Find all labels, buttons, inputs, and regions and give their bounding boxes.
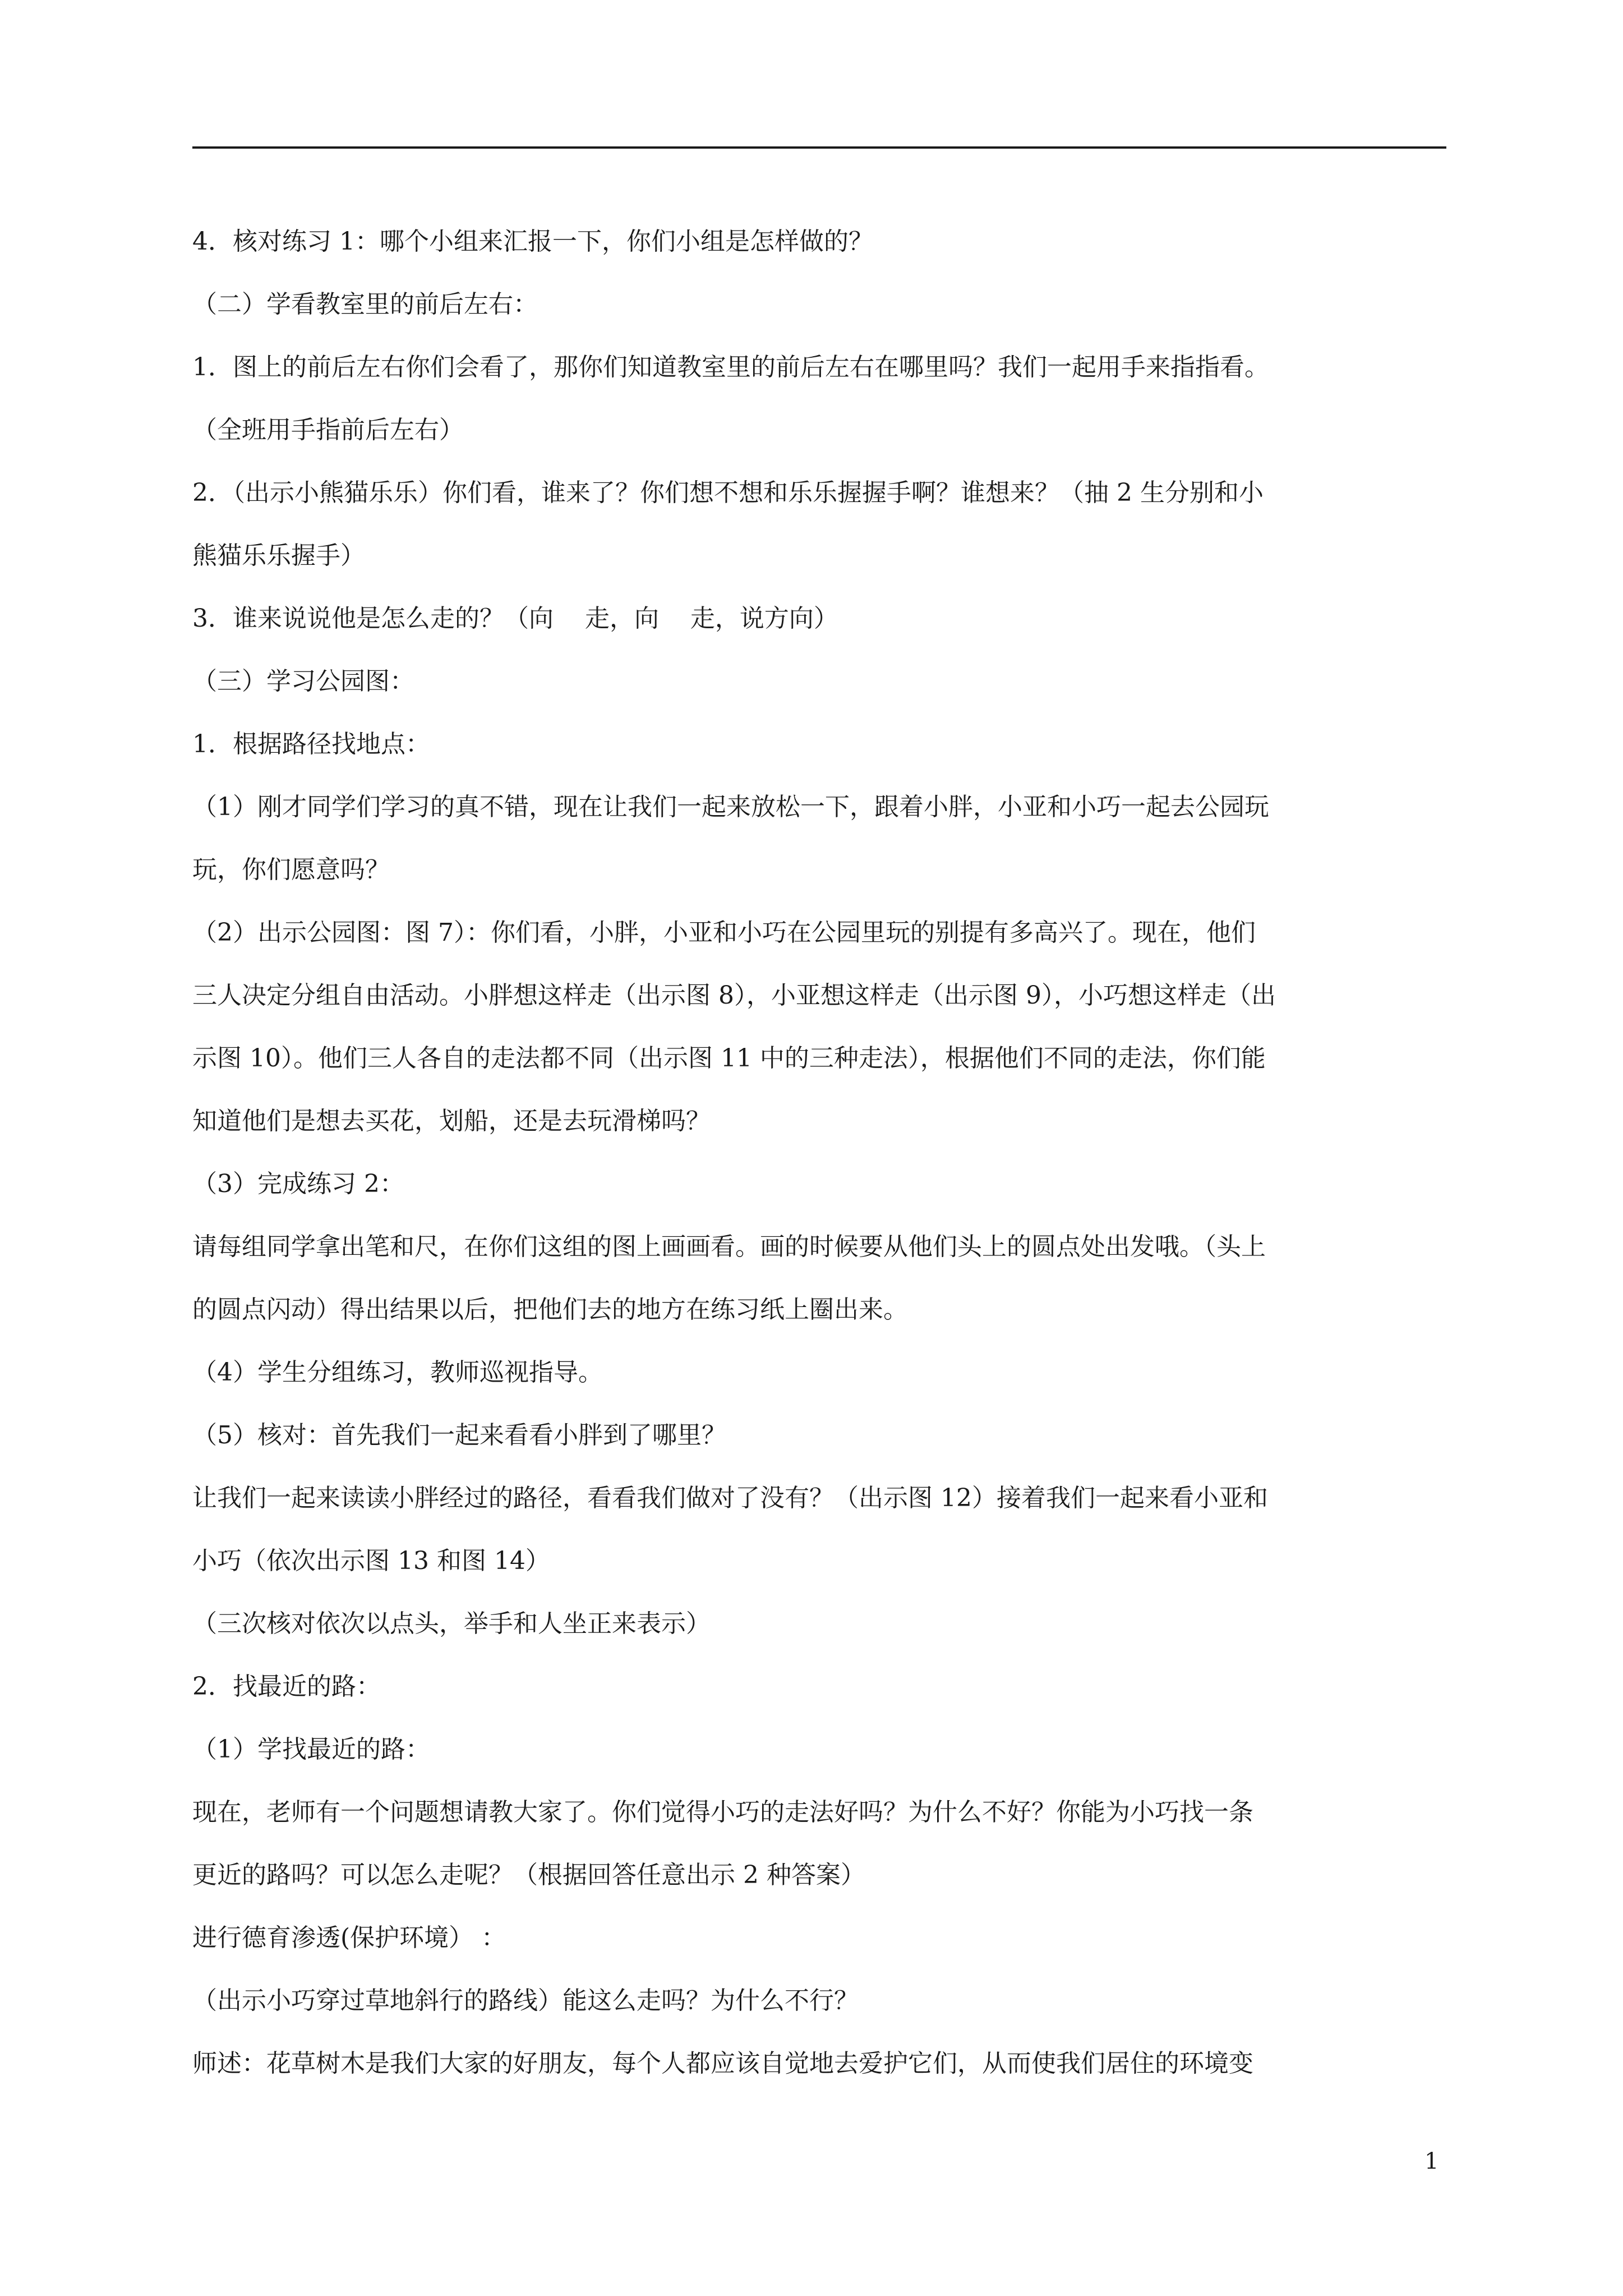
text-line: （三）学习公园图： — [192, 667, 414, 696]
text-line: （出示小巧穿过草地斜行的路线）能这么走吗？为什么不行？ — [192, 1986, 859, 2015]
text-line: （1）学找最近的路： — [192, 1735, 430, 1764]
text-line: 玩，你们愿意吗？ — [192, 855, 390, 884]
text-line: （3）完成练习 2： — [192, 1170, 404, 1198]
text-line: 1．根据路径找地点： — [192, 730, 430, 758]
text-line: 知道他们是想去买花，划船，还是去玩滑梯吗？ — [192, 1107, 711, 1135]
text-line: 的圆点闪动）得出结果以后，把他们去的地方在练习纸上圈出来。 — [192, 1295, 908, 1324]
body-text — [192, 210, 1449, 2095]
page-number: 1 — [1424, 2148, 1439, 2174]
text-line: （4）学生分组练习，教师巡视指导。 — [192, 1358, 603, 1387]
text-line: 示图 10）。他们三人各自的走法都不同（出示图 11 中的三种走法），根据他们不同的走法，你们能 — [192, 1044, 1266, 1073]
text-line: （全班用手指前后左右） — [192, 416, 464, 444]
text-line: 4．核对练习 1：哪个小组来汇报一下，你们小组是怎样做的？ — [192, 227, 873, 256]
text-line: 让我们一起来读读小胖经过的路径，看看我们做对了没有？（出示图 12）接着我们一起来看小亚和 — [192, 1484, 1268, 1512]
text-line: 熊猫乐乐握手） — [192, 541, 365, 570]
text-line: 进行德育渗透(保护环境） ： — [192, 1924, 506, 1952]
text-line: 三人决定分组自由活动。小胖想这样走（出示图 8），小亚想这样走（出示图 9），小巧想这样走（出 — [192, 981, 1276, 1010]
text-line: 现在，老师有一个问题想请教大家了。你们觉得小巧的走法好吗？为什么不好？你能为小巧找一条 — [192, 1798, 1253, 1826]
text-line: （二）学看教室里的前后左右： — [192, 290, 538, 319]
text-line: 3．谁来说说他是怎么走的？（向 走，向 走，说方向） — [192, 604, 838, 633]
text-line: 1．图上的前后左右你们会看了，那你们知道教室里的前后左右在哪里吗？我们一起用手来指指看。 — [192, 353, 1269, 381]
text-line: （1）刚才同学们学习的真不错，现在让我们一起来放松一下，跟着小胖，小亚和小巧一起去公园玩 — [192, 793, 1269, 821]
text-line: （2）出示公园图：图 7）：你们看，小胖，小亚和小巧在公园里玩的别提有多高兴了。现在，他们 — [192, 918, 1256, 947]
text-line: 更近的路吗？可以怎么走呢？（根据回答任意出示 2 种答案） — [192, 1861, 865, 1889]
text-line: 2．找最近的路： — [192, 1672, 381, 1701]
text-line: 2．（出示小熊猫乐乐）你们看，谁来了？你们想不想和乐乐握握手啊？谁想来？（抽 2 生分别和小 — [192, 478, 1264, 507]
text-line: （三次核对依次以点头，举手和人坐正来表示） — [192, 1609, 711, 1638]
text-line: 请每组同学拿出笔和尺，在你们这组的图上画画看。画的时候要从他们头上的圆点处出发哦。（头上 — [192, 1232, 1266, 1261]
text-line: 小巧（依次出示图 13 和图 14） — [192, 1547, 550, 1575]
text-line: 师述：花草树木是我们大家的好朋友，每个人都应该自觉地去爱护它们，从而使我们居住的环境变 — [192, 2049, 1253, 2078]
header-rule — [192, 146, 1446, 149]
text-line: （5）核对：首先我们一起来看看小胖到了哪里？ — [192, 1421, 726, 1450]
